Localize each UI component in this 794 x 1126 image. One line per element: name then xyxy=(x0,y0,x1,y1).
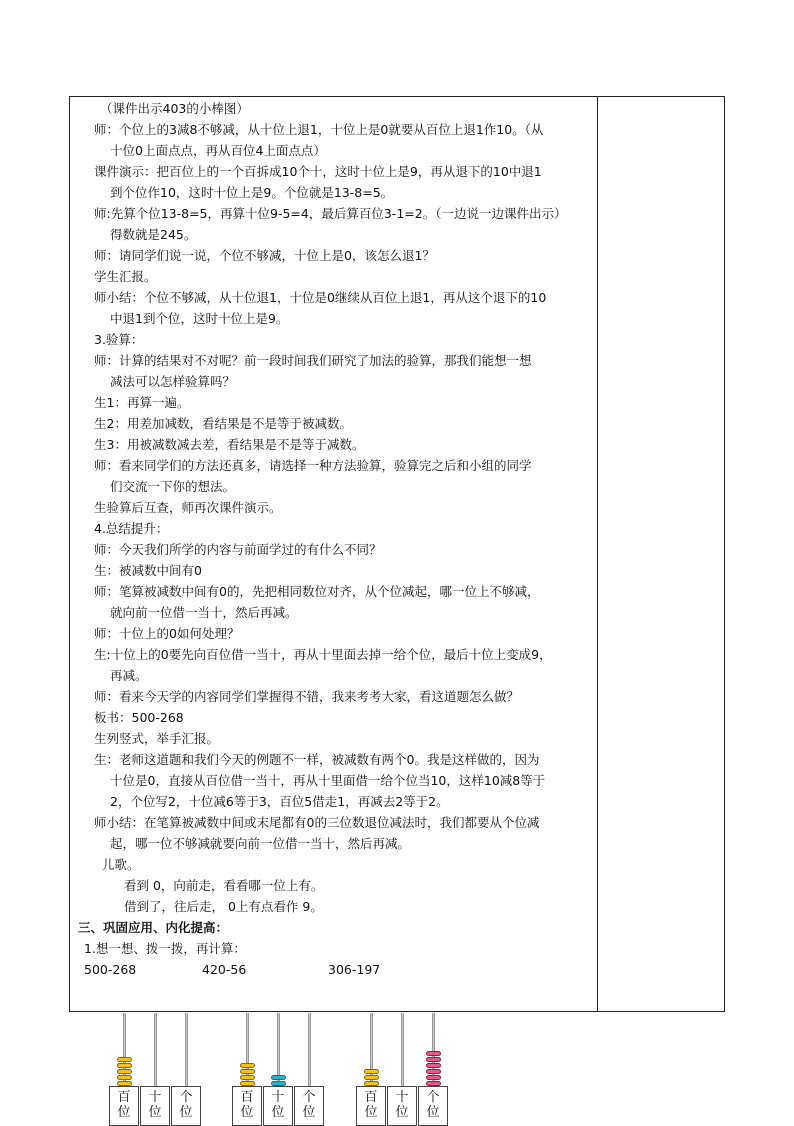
text-line: 1.想一想、拨一拨，再计算： xyxy=(84,941,246,956)
text-line: 2，个位写2，十位减6等于3，百位5借走1，再减去2等于2。 xyxy=(110,794,449,809)
side-column-divider xyxy=(597,97,598,1011)
text-line: 师小结：在笔算被减数中间或末尾都有0的三位数退位减法时，我们都要从个位减 xyxy=(94,815,540,830)
text-line: 中退1到个位，这时十位上是9。 xyxy=(110,311,289,326)
text-line: 生：被减数中间有0 xyxy=(94,563,202,578)
text-line: 生1：再算一遍。 xyxy=(94,395,190,410)
abacus-rod xyxy=(401,1013,404,1088)
text-line: 十位0上面点点，再从百位4上面点点） xyxy=(110,143,326,158)
abacus-bead xyxy=(240,1075,255,1080)
text-line: 师：请同学们说一说，个位不够减，十位上是0，该怎么退1？ xyxy=(94,248,435,263)
place-value-label: 百 位 xyxy=(356,1086,386,1126)
lesson-table xyxy=(69,96,725,1012)
text-line: 生2：用差加减数，看结果是不是等于被减数。 xyxy=(94,416,352,431)
place-value-label: 个 位 xyxy=(418,1086,448,1126)
text-line: 师：十位上的0如何处理？ xyxy=(94,626,240,641)
abacus-bead xyxy=(364,1075,379,1080)
abacus-bead xyxy=(117,1069,132,1074)
text-line: 儿歌。 xyxy=(102,857,140,872)
abacus-rod xyxy=(308,1013,311,1088)
exercise-item: 420-56 xyxy=(202,962,247,977)
place-value-label: 十 位 xyxy=(263,1086,293,1126)
text-line: （课件出示403的小棒图） xyxy=(100,101,249,116)
text-line: 师：个位上的3减8不够减，从十位上退1，十位上是0就要从百位上退1作10。（从 xyxy=(94,122,544,137)
text-line: 生列竖式，举手汇报。 xyxy=(94,731,220,746)
place-value-label: 十 位 xyxy=(387,1086,417,1126)
text-line: 到个位作10，这时十位上是9。个位就是13-8=5。 xyxy=(110,185,394,200)
text-line: 生:十位上的0要先向百位借一当十，再从十里面去掉一给个位，最后十位上变成9， xyxy=(94,647,552,662)
text-line: 生：老师这道题和我们今天的例题不一样，被减数有两个0。我是这样做的，因为 xyxy=(94,752,540,767)
abacus-bead xyxy=(117,1063,132,1068)
text-line: 师小结：个位不够减，从十位退1，十位是0继续从百位上退1，再从这个退下的10 xyxy=(94,290,547,305)
text-line: 师：今天我们所学的内容与前面学过的有什么不同？ xyxy=(94,542,382,557)
text-line: 4.总结提升： xyxy=(94,521,169,536)
text-line: 看到 0，向前走，看看哪一位上有。 xyxy=(124,878,324,893)
abacus-bead xyxy=(364,1069,379,1074)
abacus-bead xyxy=(240,1069,255,1074)
place-value-label: 个 位 xyxy=(294,1086,324,1126)
text-line: 起，哪一位不够减就要向前一位借一当十，然后再减。 xyxy=(110,836,411,851)
place-value-label: 十 位 xyxy=(140,1086,170,1126)
place-value-label: 百 位 xyxy=(232,1086,262,1126)
text-line: 师：看来今天学的内容同学们掌握得不错，我来考考大家，看这道题怎么做？ xyxy=(94,689,520,704)
abacus-rod xyxy=(154,1013,157,1088)
abacus-bead xyxy=(426,1051,441,1056)
text-line: 再减。 xyxy=(110,668,148,683)
text-line: 师:先算个位13-8=5，再算十位9-5=4，最后算百位3-1=2。（一边说一边课件出示） xyxy=(94,206,567,221)
text-line: 3.验算： xyxy=(94,332,144,347)
abacus-bead xyxy=(117,1075,132,1080)
place-value-label: 个 位 xyxy=(171,1086,201,1126)
text-line: 师：笔算被减数中间有0的，先把相同数位对齐，从个位减起，哪一位上不够减， xyxy=(94,584,540,599)
abacus-bead xyxy=(240,1063,255,1068)
text-line: 十位是0，直接从百位借一当十，再从十里面借一给个位当10，这样10减8等于 xyxy=(110,773,546,788)
text-line: 减法可以怎样验算吗？ xyxy=(110,374,236,389)
abacus-bead xyxy=(426,1069,441,1074)
abacus-bead xyxy=(426,1075,441,1080)
abacus-bead xyxy=(117,1057,132,1062)
text-line: 师：计算的结果对不对呢？前一段时间我们研究了加法的验算，那我们能想一想 xyxy=(94,353,532,368)
text-line: 生验算后互查，师再次课件演示。 xyxy=(94,500,282,515)
place-value-label: 百 位 xyxy=(109,1086,139,1126)
text-line: 就向前一位借一当十，然后再减。 xyxy=(110,605,298,620)
abacus-rod xyxy=(185,1013,188,1088)
text-line: 学生汇报。 xyxy=(94,269,157,284)
exercise-item: 500-268 xyxy=(84,962,137,977)
text-line: 得数就是245。 xyxy=(110,227,197,242)
abacus-bead xyxy=(271,1075,286,1080)
text-line: 们交流一下你的想法。 xyxy=(110,479,236,494)
text-line: 师：看来同学们的方法还真多，请选择一种方法验算，验算完之后和小组的同学 xyxy=(94,458,532,473)
exercise-item: 306-197 xyxy=(328,962,381,977)
text-line: 借到了，往后走， 0上有点看作 9。 xyxy=(124,899,323,914)
text-line: 生3：用被减数减去差，看结果是不是等于减数。 xyxy=(94,437,365,452)
abacus-bead xyxy=(426,1057,441,1062)
text-line: 板书：500-268 xyxy=(94,710,184,725)
abacus-bead xyxy=(426,1063,441,1068)
section-heading: 三、巩固应用、内化提高： xyxy=(78,920,229,935)
text-line: 课件演示：把百位上的一个百拆成10个十，这时十位上是9，再从退下的10中退1 xyxy=(94,164,542,179)
